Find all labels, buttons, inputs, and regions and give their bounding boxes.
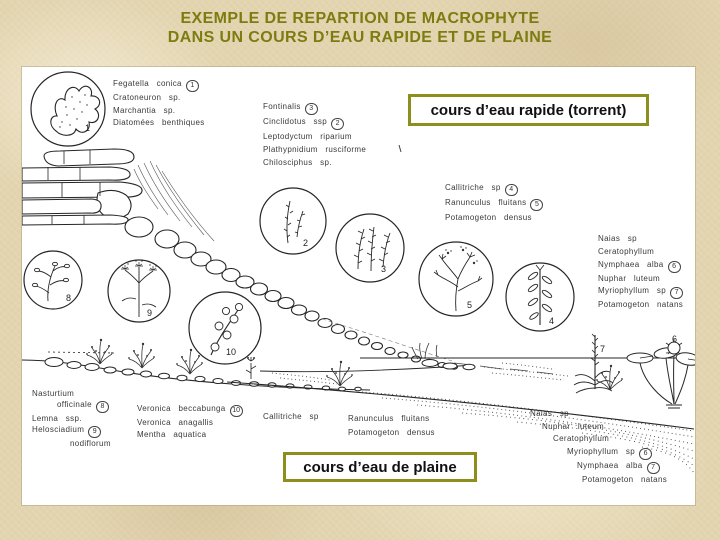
species-list-plain-bottom: [530, 408, 667, 486]
figure-number-badge: 8: [96, 401, 109, 413]
figure-number-badge: 6: [639, 448, 652, 460]
species-label: Myriophyllum sp 6: [567, 446, 667, 460]
figure-number-1: 1: [85, 123, 91, 133]
figure-number-2: 2: [303, 238, 309, 248]
species-label: Ranunculus fluitans: [348, 414, 430, 423]
aquatic-bush-plant: [596, 365, 623, 390]
circle-2: [260, 188, 326, 254]
figure-number-10: 10: [226, 347, 237, 357]
species-label: Cinclidotus ssp 2: [263, 115, 366, 130]
figure-number-badge: 2: [331, 118, 344, 130]
species-list-bank-mid: [137, 403, 243, 442]
species-label: Nasturtium: [32, 389, 75, 398]
figure-number-badge: 7: [647, 462, 660, 474]
species-label: Fontinalis 3: [263, 100, 366, 115]
figure-number-badge: 5: [530, 199, 543, 211]
circle-8: [24, 251, 82, 309]
species-label: Nuphar luteum: [542, 421, 605, 431]
species-label: Cratoneuron sp.: [113, 93, 181, 102]
species-label: Ranunculus fluitans 5: [445, 196, 543, 211]
species-label: Potamogeton natans: [598, 300, 684, 310]
species-list-plain-right: [598, 233, 683, 312]
species-label: Callitriche sp 4: [445, 181, 543, 196]
species-label: Veronica beccabunga 10: [137, 403, 243, 417]
species-label: Leptodyctum riparium: [263, 132, 352, 141]
figure-number-badge: 1: [186, 80, 199, 92]
species-label: Mentha aquatica: [137, 430, 207, 440]
tick-mark: [399, 145, 401, 152]
species-label: Veronica anagallis: [137, 418, 214, 427]
circle-3: [336, 214, 404, 282]
species-label: Marchantia sp.: [113, 105, 176, 115]
label-box-torrent: cours d’eau rapide (torrent): [408, 94, 649, 126]
species-list-torrent-mosses: [263, 100, 366, 169]
species-label: Potamogeton densus: [348, 427, 435, 437]
species-label: Helosciadium 9: [32, 424, 111, 438]
species-list-transition: [445, 181, 543, 225]
species-label: Ceratophyllum: [553, 434, 610, 444]
species-label: Chilosciphus sp.: [263, 158, 332, 167]
species-list-channel-right: [348, 412, 435, 439]
species-label: Potamogeton natans: [582, 474, 668, 484]
species-label: officinale 8: [57, 399, 111, 413]
title-line-2: DANS UN COURS D’EAU RAPIDE ET DE PLAINE: [167, 29, 553, 46]
species-label: Callitriche sp: [263, 412, 319, 421]
species-label: Naias sp: [530, 409, 569, 418]
species-label: nodiflorum: [70, 439, 111, 449]
figure-number-myriophyllum: 7: [600, 344, 606, 354]
species-list-bank-left: [32, 388, 111, 450]
myriophyllum-plant: [574, 334, 613, 393]
species-label: Fegatella conica 1: [113, 78, 205, 92]
species-label: Plathypnidium rusciforme: [263, 145, 367, 154]
figure-number-3: 3: [381, 264, 387, 274]
figure-number-4: 4: [549, 316, 555, 326]
species-label: Nymphaea alba 7: [577, 460, 667, 474]
title-line-1: EXEMPLE DE REPARTION DE MACROPHYTE: [180, 10, 540, 27]
figure-number-badge: 10: [230, 405, 243, 417]
species-label: Naias sp: [598, 234, 637, 243]
species-label: Myriophyllum sp 7: [598, 285, 683, 299]
bank-plants: [86, 339, 437, 386]
circle-10: [189, 292, 261, 364]
figure-number-badge: 7: [670, 287, 683, 299]
species-label: Diatomées benthiques: [113, 118, 205, 127]
figure-number-5: 5: [467, 300, 473, 310]
slide-title: [0, 9, 720, 47]
species-list-torrent-rocks: [113, 78, 205, 130]
figure-number-badge: 6: [668, 261, 681, 273]
species-label: Lemna ssp.: [32, 414, 82, 424]
figure-number-8: 8: [66, 293, 72, 303]
label-box-plaine: cours d’eau de plaine: [283, 452, 477, 482]
species-label: Ceratophyllum: [598, 246, 655, 256]
species-label: Nuphar luteum: [598, 273, 661, 283]
small-flower-plant: [246, 357, 256, 379]
rock-ledges: [22, 149, 142, 225]
figure-number-badge: 3: [305, 103, 318, 115]
figure-number-badge: 9: [88, 426, 101, 438]
water-lily-group: [627, 339, 695, 408]
species-label: Potamogeton densus: [445, 213, 532, 222]
figure-number-9: 9: [147, 308, 153, 318]
diagram-panel: [22, 67, 695, 505]
species-list-channel-left: [263, 412, 319, 421]
species-label: Nymphaea alba 6: [598, 259, 683, 273]
figure-number-lily: 6: [672, 334, 678, 344]
figure-number-badge: 4: [505, 184, 518, 196]
